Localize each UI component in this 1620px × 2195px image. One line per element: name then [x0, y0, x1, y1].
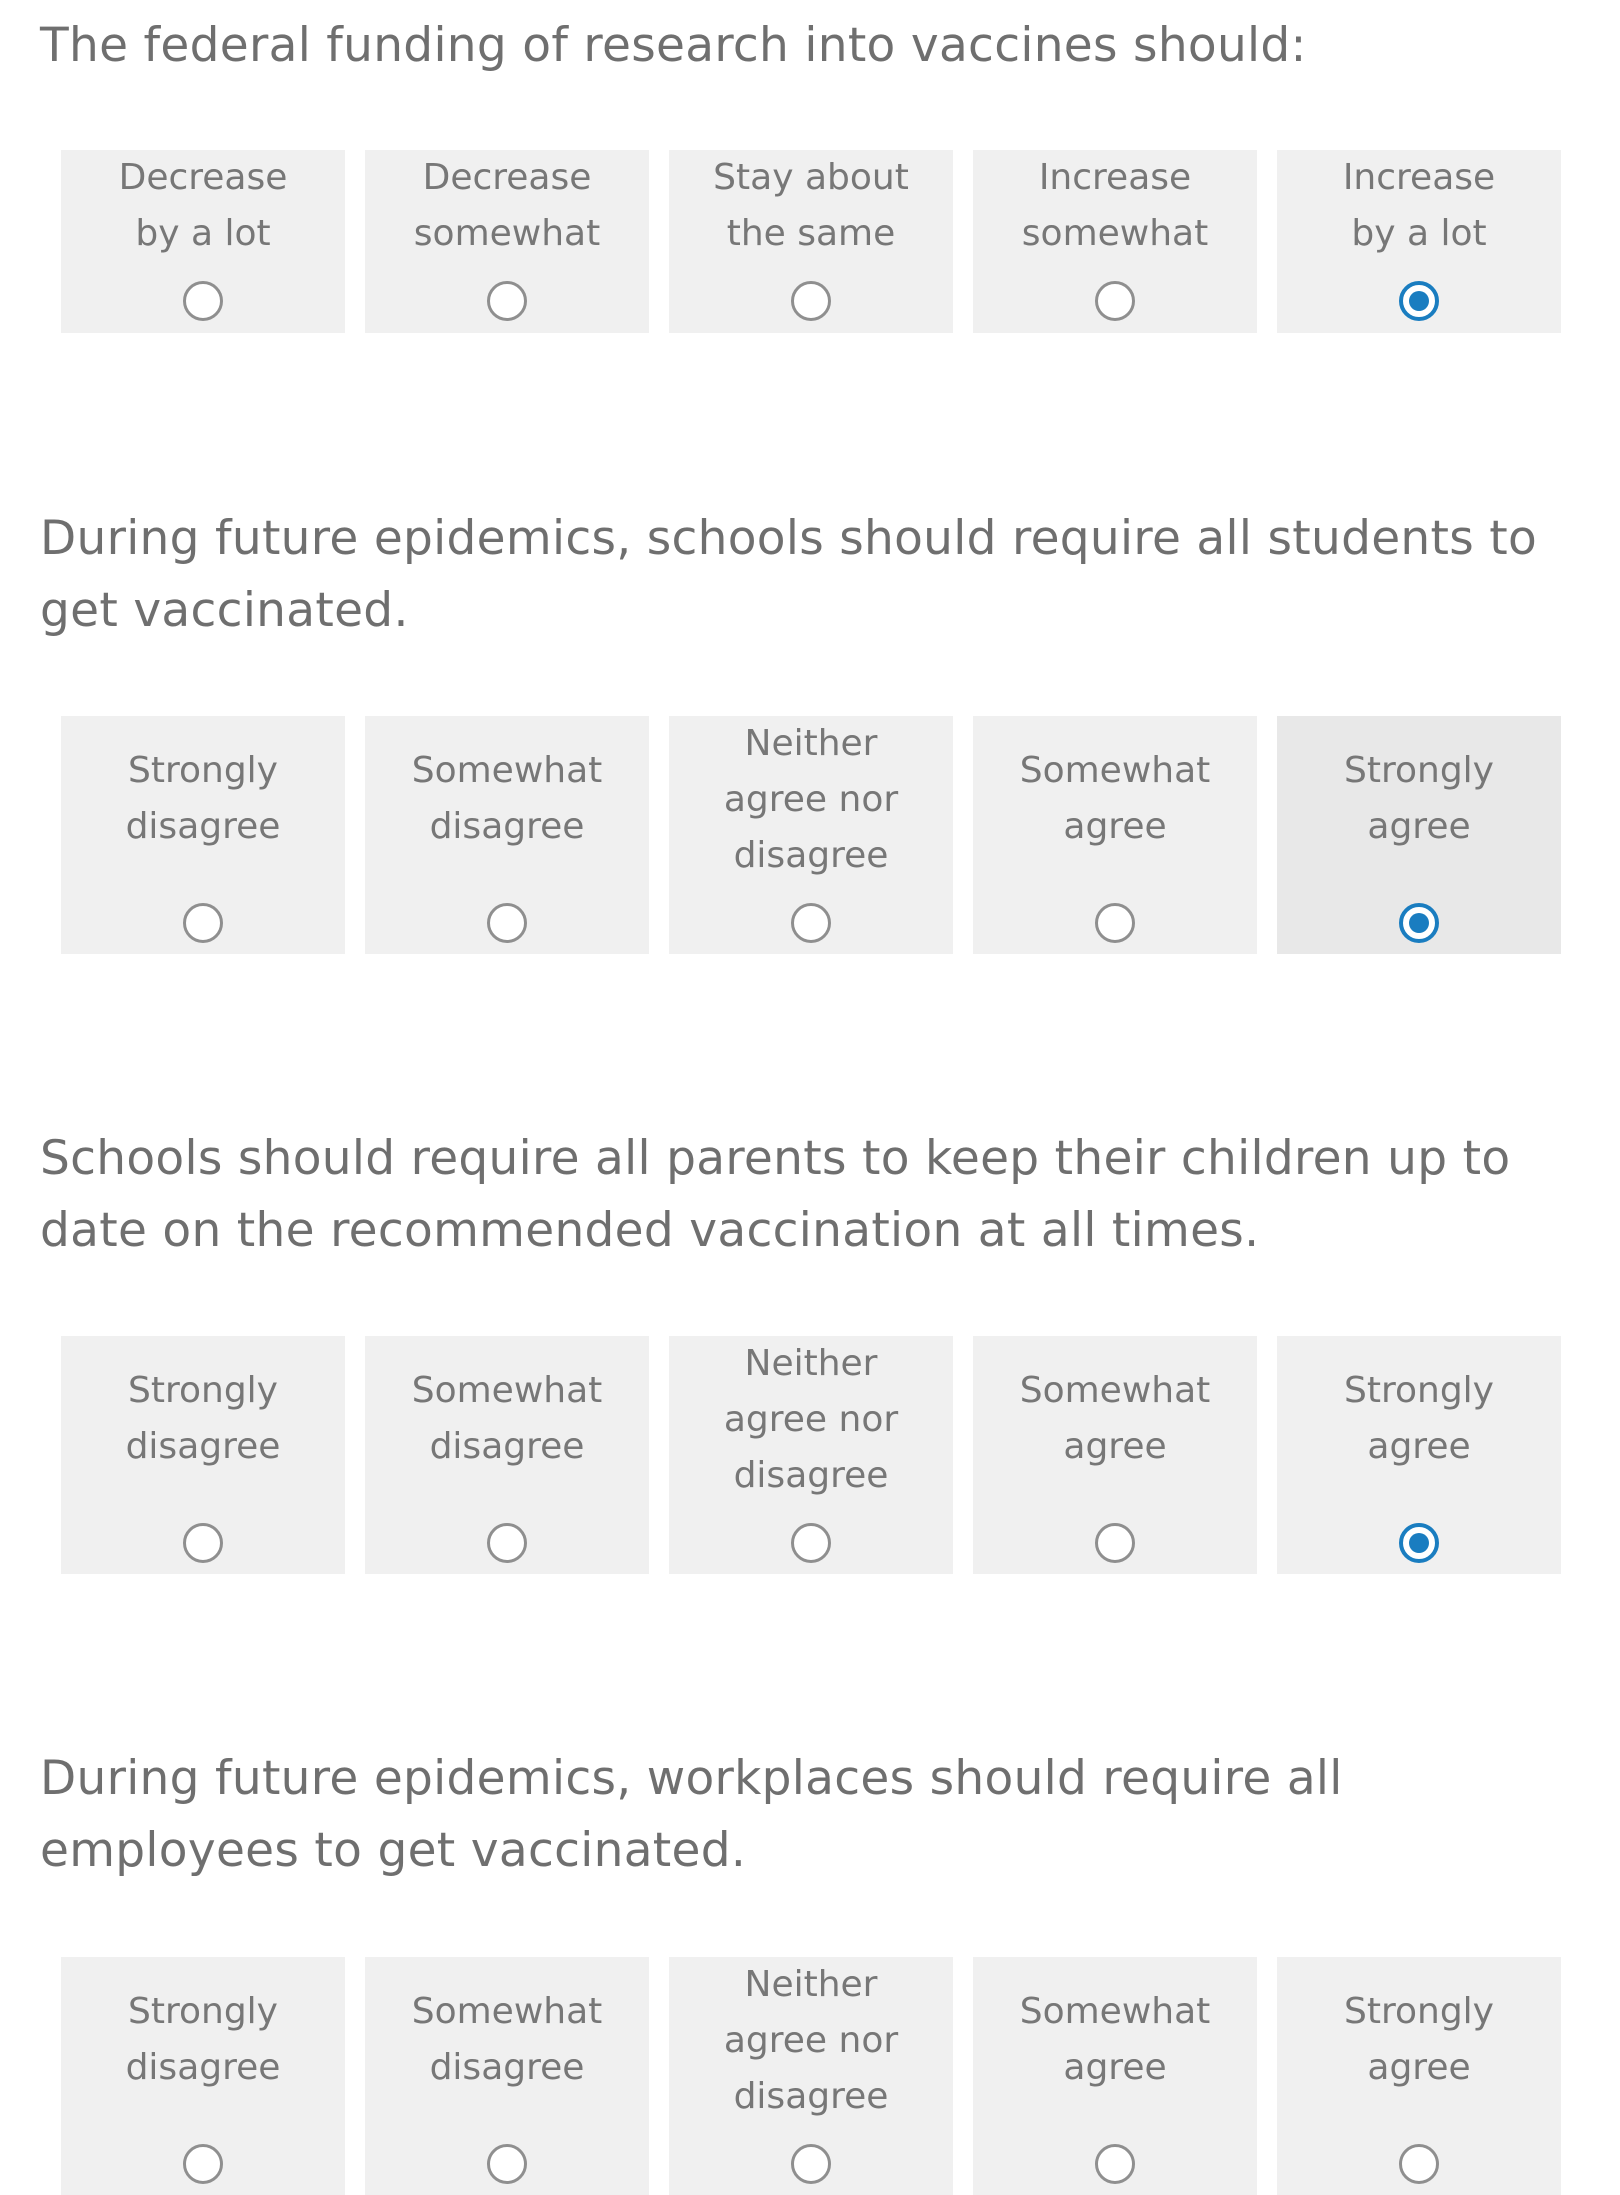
radio-button[interactable] [183, 1523, 223, 1563]
question-text: During future epidemics, schools should require all students to get vaccinated. [40, 511, 1538, 638]
choice-label: Neither agree nor disagree [723, 1343, 899, 1496]
radio-button[interactable] [791, 281, 831, 321]
choice-neither[interactable] [669, 1336, 953, 1574]
choice-strongly-disagree[interactable] [61, 1957, 345, 2195]
choice-strongly-agree[interactable] [1277, 716, 1561, 954]
radio-button[interactable] [487, 281, 527, 321]
choice-somewhat-agree[interactable] [973, 1336, 1257, 1574]
choice-label: Strongly agree [1344, 750, 1494, 847]
choice-label: Increase by a lot [1342, 157, 1496, 254]
radio-button[interactable] [1095, 903, 1135, 943]
radio-button[interactable] [487, 903, 527, 943]
choice-group-4 [61, 1957, 1581, 2195]
radio-button-selected[interactable] [1399, 1523, 1439, 1563]
choice-stay-about-the-same[interactable] [669, 150, 953, 333]
radio-button[interactable] [1095, 281, 1135, 321]
radio-button[interactable] [183, 903, 223, 943]
choice-somewhat-disagree[interactable] [365, 1336, 649, 1574]
choice-label: Strongly disagree [125, 1370, 281, 1467]
choice-label: Strongly agree [1344, 1991, 1494, 2088]
question-3 [40, 1123, 1600, 1267]
choice-label: Somewhat agree [1019, 750, 1211, 847]
choice-label: Somewhat disagree [411, 1991, 603, 2088]
choice-label: Neither agree nor disagree [723, 1964, 899, 2117]
question-4 [40, 1743, 1600, 1887]
question-1 [40, 10, 1600, 82]
radio-button[interactable] [183, 2144, 223, 2184]
radio-button-selected[interactable] [1399, 903, 1439, 943]
choice-label: Increase somewhat [1021, 157, 1209, 254]
choice-increase-by-a-lot[interactable] [1277, 150, 1561, 333]
choice-strongly-agree[interactable] [1277, 1336, 1561, 1574]
radio-button[interactable] [791, 903, 831, 943]
choice-group-3 [61, 1336, 1581, 1574]
radio-button[interactable] [183, 281, 223, 321]
choice-label: Neither agree nor disagree [723, 723, 899, 876]
choice-label: Strongly agree [1344, 1370, 1494, 1467]
choice-label: Strongly disagree [125, 750, 281, 847]
choice-label: Stay about the same [713, 157, 909, 254]
choice-label: Strongly disagree [125, 1991, 281, 2088]
choice-label: Somewhat disagree [411, 750, 603, 847]
radio-button[interactable] [487, 1523, 527, 1563]
radio-button-selected[interactable] [1399, 281, 1439, 321]
choice-somewhat-disagree[interactable] [365, 1957, 649, 2195]
radio-button[interactable] [1399, 2144, 1439, 2184]
choice-group-2 [61, 716, 1581, 954]
choice-decrease-somewhat[interactable] [365, 150, 649, 333]
question-text: During future epidemics, workplaces should require all employees to get vaccinated. [40, 1751, 1343, 1878]
choice-somewhat-agree[interactable] [973, 1957, 1257, 2195]
choice-label: Somewhat agree [1019, 1991, 1211, 2088]
choice-strongly-disagree[interactable] [61, 716, 345, 954]
choice-label: Somewhat disagree [411, 1370, 603, 1467]
choice-decrease-by-a-lot[interactable] [61, 150, 345, 333]
question-text: Schools should require all parents to keep their children up to date on the recommended vaccination at all times. [40, 1131, 1511, 1258]
choice-label: Decrease by a lot [118, 157, 288, 254]
choice-neither[interactable] [669, 716, 953, 954]
radio-button[interactable] [1095, 2144, 1135, 2184]
choice-somewhat-disagree[interactable] [365, 716, 649, 954]
choice-strongly-disagree[interactable] [61, 1336, 345, 1574]
radio-button[interactable] [791, 1523, 831, 1563]
choice-label: Somewhat agree [1019, 1370, 1211, 1467]
radio-button[interactable] [1095, 1523, 1135, 1563]
radio-button[interactable] [791, 2144, 831, 2184]
choice-somewhat-agree[interactable] [973, 716, 1257, 954]
question-text: The federal funding of research into vaccines should: [40, 18, 1307, 73]
question-2 [40, 503, 1600, 647]
choice-neither[interactable] [669, 1957, 953, 2195]
choice-label: Decrease somewhat [413, 157, 601, 254]
choice-strongly-agree[interactable] [1277, 1957, 1561, 2195]
radio-button[interactable] [487, 2144, 527, 2184]
choice-group-1 [61, 150, 1581, 333]
choice-increase-somewhat[interactable] [973, 150, 1257, 333]
